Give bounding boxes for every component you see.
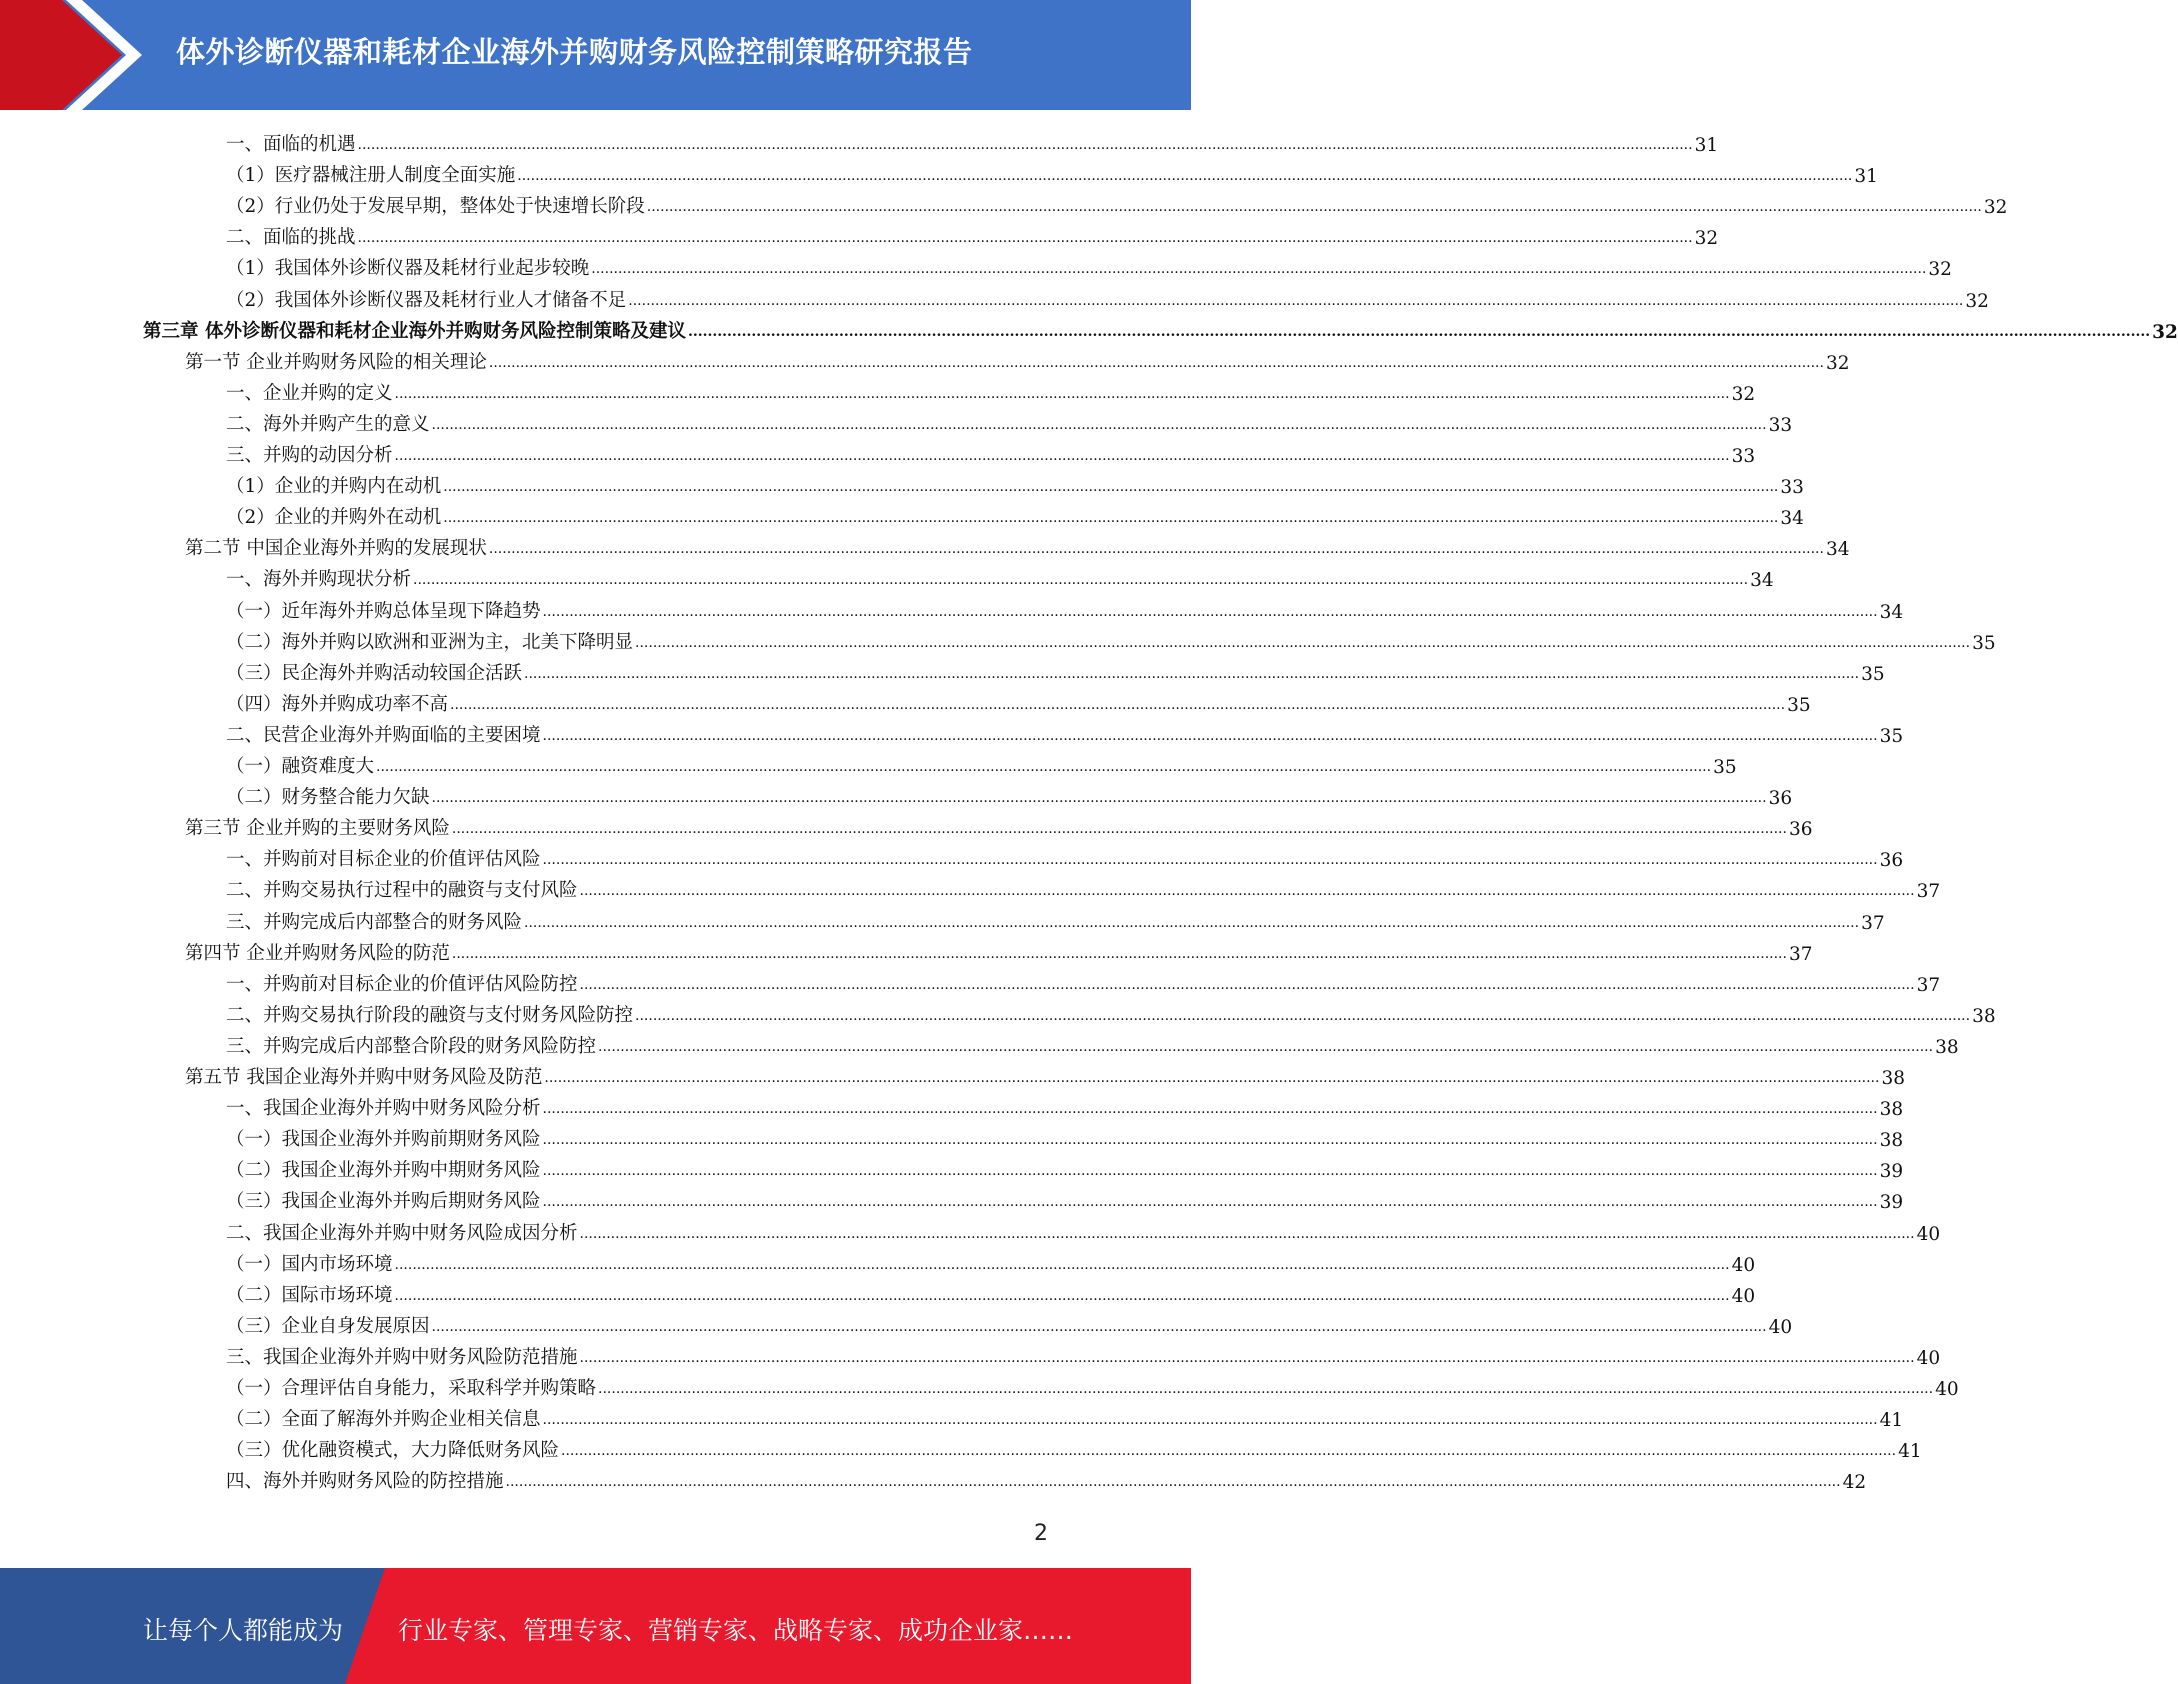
toc-entry[interactable]	[226, 221, 1719, 249]
toc-leader-dots: ............................................................................................................................................................................................................................................................................................................	[517, 168, 1853, 184]
toc-entry-label: 一、并购前对目标企业的价值评估风险防控	[226, 974, 578, 995]
toc-entry-page: 38	[1879, 1130, 1904, 1151]
toc-entry-label: （一）我国企业海外并购前期财务风险	[226, 1129, 541, 1150]
toc-leader-dots: ............................................................................................................................................................................................................................................................................................................	[443, 510, 1779, 526]
toc-entry-page: 40	[1731, 1286, 1756, 1307]
toc-entry-label: （二）财务整合能力欠缺	[226, 787, 430, 808]
toc-entry-label: 二、民营企业海外并购面临的主要困境	[226, 725, 541, 746]
toc-leader-dots: ............................................................................................................................................................................................................................................................................................................	[579, 1350, 1915, 1366]
toc-leader-dots: ............................................................................................................................................................................................................................................................................................................	[591, 261, 1927, 277]
toc-entry-page: 38	[1879, 1099, 1904, 1120]
toc-entry-label: （一）融资难度大	[226, 756, 375, 777]
toc-entry-label: 三、并购的动因分析	[226, 445, 393, 466]
toc-entry-page: 34	[1780, 508, 1804, 529]
toc-entry[interactable]	[226, 1341, 1941, 1369]
toc-entry[interactable]	[226, 657, 1885, 685]
toc-entry[interactable]	[226, 719, 1904, 747]
footer-slogan-lead: 让每个人都能成为	[143, 1616, 344, 1645]
toc-entry-page: 36	[1879, 850, 1904, 871]
toc-entry-page: 40	[1935, 1379, 1959, 1400]
toc-entry-label: 第三节 企业并购的主要财务风险	[185, 818, 450, 839]
toc-entry-page: 37	[1916, 975, 1941, 996]
toc-leader-dots: ............................................................................................................................................................................................................................................................................................................	[451, 821, 1787, 837]
toc-entry[interactable]	[226, 1030, 1959, 1058]
toc-entry[interactable]	[226, 1248, 1756, 1276]
toc-entry-page: 35	[1972, 633, 1996, 654]
toc-leader-dots: ............................................................................................................................................................................................................................................................................................................	[542, 1194, 1878, 1210]
toc-entry-label: 一、企业并购的定义	[226, 383, 393, 404]
toc-entry-label: （2）我国体外诊断仪器及耗材行业人才储备不足	[226, 290, 627, 311]
toc-entry-label: （二）我国企业海外并购中期财务风险	[226, 1160, 541, 1181]
toc-entry-label: （1）我国体外诊断仪器及耗材行业起步较晚	[226, 258, 590, 279]
toc-entry-page: 32	[1731, 384, 1756, 405]
toc-entry-label: （一）合理评估自身能力，采取科学并购策略	[226, 1378, 597, 1399]
toc-entry[interactable]	[226, 377, 1756, 405]
toc-entry[interactable]	[226, 128, 1719, 156]
toc-leader-dots: ............................................................................................................................................................................................................................................................................................................	[598, 1039, 1934, 1055]
toc-entry-label: （1）医疗器械注册人制度全面实施	[226, 165, 516, 186]
toc-leader-dots: ............................................................................................................................................................................................................................................................................................................	[542, 1163, 1878, 1179]
toc-leader-dots: ............................................................................................................................................................................................................................................................................................................	[376, 759, 1712, 775]
toc-entry-label: 第三章 体外诊断仪器和耗材企业海外并购财务风险控制策略及建议	[143, 321, 686, 342]
toc-entry-label: 二、面临的挑战	[226, 227, 356, 248]
toc-entry[interactable]	[226, 1434, 1922, 1462]
toc-leader-dots: ............................................................................................................................................................................................................................................................................................................	[542, 728, 1878, 744]
toc-entry-label: 一、海外并购现状分析	[226, 569, 412, 590]
toc-leader-dots: ............................................................................................................................................................................................................................................................................................................	[431, 1319, 1767, 1335]
toc-entry[interactable]	[226, 252, 1952, 280]
toc-leader-dots: ............................................................................................................................................................................................................................................................................................................	[450, 697, 1786, 713]
toc-entry-page: 34	[1825, 539, 1850, 560]
page-number: 2	[1034, 1521, 1048, 1546]
toc-entry[interactable]	[185, 346, 1850, 374]
toc-entry-label: （四）海外并购成功率不高	[226, 694, 449, 715]
toc-leader-dots: ............................................................................................................................................................................................................................................................................................................	[561, 1443, 1897, 1459]
toc-entry[interactable]	[226, 1123, 1904, 1151]
toc-entry-label: 第一节 企业并购财务风险的相关理论	[185, 352, 487, 373]
toc-leader-dots: ............................................................................................................................................................................................................................................................................................................	[542, 852, 1878, 868]
toc-entry[interactable]	[226, 595, 1904, 623]
toc-entry[interactable]	[226, 1372, 1959, 1400]
toc-entry[interactable]	[226, 1279, 1756, 1307]
toc-leader-dots: ............................................................................................................................................................................................................................................................................................................	[579, 1226, 1915, 1242]
toc-entry-label: 第五节 我国企业海外并购中财务风险及防范	[185, 1067, 543, 1088]
toc-entry-page: 34	[1879, 602, 1904, 623]
toc-entry-label: （二）全面了解海外并购企业相关信息	[226, 1409, 541, 1430]
toc-entry-label: （三）民企海外并购活动较国企活跃	[226, 663, 523, 684]
toc-entry[interactable]	[226, 688, 1811, 716]
toc-entry[interactable]	[226, 750, 1737, 778]
toc-entry-page: 40	[1731, 1255, 1756, 1276]
toc-entry-page: 40	[1916, 1224, 1941, 1245]
toc-entry-label: 第四节 企业并购财务风险的防范	[185, 943, 450, 964]
toc-entry-page: 35	[1861, 664, 1885, 685]
toc-entry-page: 37	[1916, 881, 1941, 902]
toc-entry-page: 38	[1935, 1037, 1959, 1058]
toc-entry-label: （二）国际市场环境	[226, 1285, 393, 1306]
toc-entry-page: 33	[1780, 477, 1804, 498]
toc-leader-dots: ............................................................................................................................................................................................................................................................................................................	[357, 137, 1693, 153]
toc-entry-page: 37	[1861, 913, 1885, 934]
toc-entry-label: 三、我国企业海外并购中财务风险防范措施	[226, 1347, 578, 1368]
toc-entry-label: 一、面临的机遇	[226, 134, 356, 155]
toc-leader-dots: ............................................................................................................................................................................................................................................................................................................	[542, 1412, 1878, 1428]
toc-entry-page: 41	[1898, 1441, 1922, 1462]
toc-leader-dots: ............................................................................................................................................................................................................................................................................................................	[394, 1288, 1730, 1304]
toc-leader-dots: ............................................................................................................................................................................................................................................................................................................	[431, 417, 1767, 433]
toc-leader-dots: ............................................................................................................................................................................................................................................................................................................	[635, 635, 1971, 651]
toc-leader-dots: ............................................................................................................................................................................................................................................................................................................	[357, 230, 1693, 246]
toc-entry[interactable]	[226, 999, 1996, 1027]
toc-leader-dots: ............................................................................................................................................................................................................................................................................................................	[413, 572, 1749, 588]
toc-entry[interactable]	[226, 470, 1804, 498]
toc-entry-page: 39	[1879, 1192, 1904, 1213]
toc-entry-page: 34	[1750, 570, 1774, 591]
toc-entry-label: 四、海外并购财务风险的防控措施	[226, 1471, 504, 1492]
toc-entry-label: （一）近年海外并购总体呈现下降趋势	[226, 601, 541, 622]
toc-entry[interactable]	[185, 812, 1813, 840]
toc-leader-dots: ............................................................................................................................................................................................................................................................................................................	[646, 199, 1982, 215]
toc-entry[interactable]	[226, 563, 1774, 591]
toc-entry-page: 35	[1879, 726, 1904, 747]
header-band	[0, 0, 1191, 110]
toc-entry-page: 33	[1768, 415, 1793, 436]
toc-leader-dots: ............................................................................................................................................................................................................................................................................................................	[542, 1101, 1878, 1117]
toc-leader-dots: ............................................................................................................................................................................................................................................................................................................	[431, 790, 1767, 806]
toc-leader-dots: ............................................................................................................................................................................................................................................................................................................	[579, 883, 1915, 899]
toc-leader-dots: ............................................................................................................................................................................................................................................................................................................	[488, 541, 1824, 557]
toc-leader-dots: ............................................................................................................................................................................................................................................................................................................	[524, 915, 1860, 931]
toc-entry-page: 40	[1768, 1317, 1793, 1338]
toc-entry-label: （2）行业仍处于发展早期，整体处于快速增长阶段	[226, 196, 645, 217]
toc-entry-page: 41	[1879, 1410, 1904, 1431]
toc-entry-page: 31	[1694, 135, 1719, 156]
toc-entry[interactable]	[226, 501, 1804, 529]
toc-entry[interactable]	[185, 532, 1850, 560]
toc-leader-dots: ............................................................................................................................................................................................................................................................................................................	[628, 293, 1964, 309]
toc-entry[interactable]	[226, 159, 1878, 187]
toc-entry-page: 32	[1694, 228, 1719, 249]
toc-entry-page: 39	[1879, 1161, 1904, 1182]
document-title: 体外诊断仪器和耗材企业海外并购财务风险控制策略研究报告	[176, 35, 973, 69]
toc-entry-page: 38	[1972, 1006, 1996, 1027]
toc-entry[interactable]	[226, 1465, 1867, 1493]
toc-entry-page: 36	[1768, 788, 1793, 809]
footer-slogan-roles: 行业专家、管理专家、营销专家、战略专家、成功企业家……	[398, 1616, 1074, 1645]
toc-entry-label: 三、并购完成后内部整合的财务风险	[226, 912, 523, 933]
toc-entry[interactable]	[226, 1217, 1941, 1245]
toc-entry-label: 二、并购交易执行过程中的融资与支付风险	[226, 880, 578, 901]
toc-entry-label: （二）海外并购以欧洲和亚洲为主，北美下降明显	[226, 632, 634, 653]
toc-entry[interactable]	[226, 626, 1996, 654]
toc-entry-page: 37	[1788, 944, 1813, 965]
toc-leader-dots: ............................................................................................................................................................................................................................................................................................................	[687, 324, 2151, 340]
toc-entry[interactable]	[226, 1092, 1904, 1120]
toc-entry-page: 36	[1788, 819, 1813, 840]
toc-leader-dots: ............................................................................................................................................................................................................................................................................................................	[524, 666, 1860, 682]
toc-entry-label: 一、我国企业海外并购中财务风险分析	[226, 1098, 541, 1119]
toc-entry-label: 二、我国企业海外并购中财务风险成因分析	[226, 1223, 578, 1244]
toc-entry-page: 32	[1965, 291, 1989, 312]
toc-entry-label: 第二节 中国企业海外并购的发展现状	[185, 538, 487, 559]
toc-leader-dots: ............................................................................................................................................................................................................................................................................................................	[598, 1381, 1934, 1397]
toc-entry[interactable]	[226, 843, 1904, 871]
toc-leader-dots: ............................................................................................................................................................................................................................................................................................................	[394, 1257, 1730, 1273]
toc-leader-dots: ............................................................................................................................................................................................................................................................................................................	[579, 977, 1915, 993]
toc-entry-page: 32	[1825, 353, 1850, 374]
toc-entry[interactable]	[226, 190, 2008, 218]
toc-leader-dots: ............................................................................................................................................................................................................................................................................................................	[451, 946, 1787, 962]
toc-leader-dots: ............................................................................................................................................................................................................................................................................................................	[542, 1132, 1878, 1148]
toc-entry-label: （一）国内市场环境	[226, 1254, 393, 1275]
toc-leader-dots: ............................................................................................................................................................................................................................................................................................................	[394, 448, 1730, 464]
toc-entry-page: 42	[1842, 1472, 1867, 1493]
toc-entry[interactable]	[226, 284, 1989, 312]
toc-leader-dots: ............................................................................................................................................................................................................................................................................................................	[488, 355, 1824, 371]
toc-entry-page: 35	[1787, 695, 1811, 716]
toc-entry-page: 32	[2152, 322, 2178, 343]
toc-entry[interactable]	[185, 937, 1813, 965]
toc-entry-label: （三）优化融资模式，大力降低财务风险	[226, 1440, 560, 1461]
toc-entry-page: 33	[1731, 446, 1756, 467]
toc-leader-dots: ............................................................................................................................................................................................................................................................................................................	[542, 604, 1878, 620]
toc-entry[interactable]	[143, 315, 2178, 343]
toc-entry[interactable]	[185, 1061, 1905, 1089]
toc-entry-page: 31	[1854, 166, 1878, 187]
toc-entry-page: 32	[1928, 259, 1952, 280]
toc-entry-page: 35	[1713, 757, 1737, 778]
toc-entry[interactable]	[226, 1185, 1904, 1213]
toc-entry-label: 三、并购完成后内部整合阶段的财务风险防控	[226, 1036, 597, 1057]
toc-entry[interactable]	[226, 968, 1941, 996]
toc-entry-label: （三）企业自身发展原因	[226, 1316, 430, 1337]
toc-entry[interactable]	[226, 781, 1793, 809]
toc-entry-page: 38	[1881, 1068, 1905, 1089]
toc-entry[interactable]	[226, 1310, 1793, 1338]
toc-entry-label: （2）企业的并购外在动机	[226, 507, 442, 528]
toc-entry-label: 二、海外并购产生的意义	[226, 414, 430, 435]
toc-entry-label: 一、并购前对目标企业的价值评估风险	[226, 849, 541, 870]
toc-leader-dots: ............................................................................................................................................................................................................................................................................................................	[544, 1070, 1880, 1086]
toc-leader-dots: ............................................................................................................................................................................................................................................................................................................	[505, 1474, 1841, 1490]
toc-entry[interactable]	[226, 408, 1793, 436]
toc-entry[interactable]	[226, 874, 1941, 902]
toc-entry[interactable]	[226, 439, 1756, 467]
toc-entry-page: 32	[1983, 197, 2008, 218]
toc-entry[interactable]	[226, 1154, 1904, 1182]
toc-entry-label: （三）我国企业海外并购后期财务风险	[226, 1191, 541, 1212]
toc-leader-dots: ............................................................................................................................................................................................................................................................................................................	[394, 386, 1730, 402]
header-arrow-decoration	[0, 0, 160, 110]
toc-entry[interactable]	[226, 1403, 1904, 1431]
toc-entry-label: 二、并购交易执行阶段的融资与支付财务风险防控	[226, 1005, 634, 1026]
toc-entry-label: （1）企业的并购内在动机	[226, 476, 442, 497]
footer-band	[0, 1568, 1191, 1684]
toc-entry[interactable]	[226, 906, 1885, 934]
toc-entry-page: 40	[1916, 1348, 1941, 1369]
toc-leader-dots: ............................................................................................................................................................................................................................................................................................................	[443, 479, 1779, 495]
toc-leader-dots: ............................................................................................................................................................................................................................................................................................................	[635, 1008, 1971, 1024]
